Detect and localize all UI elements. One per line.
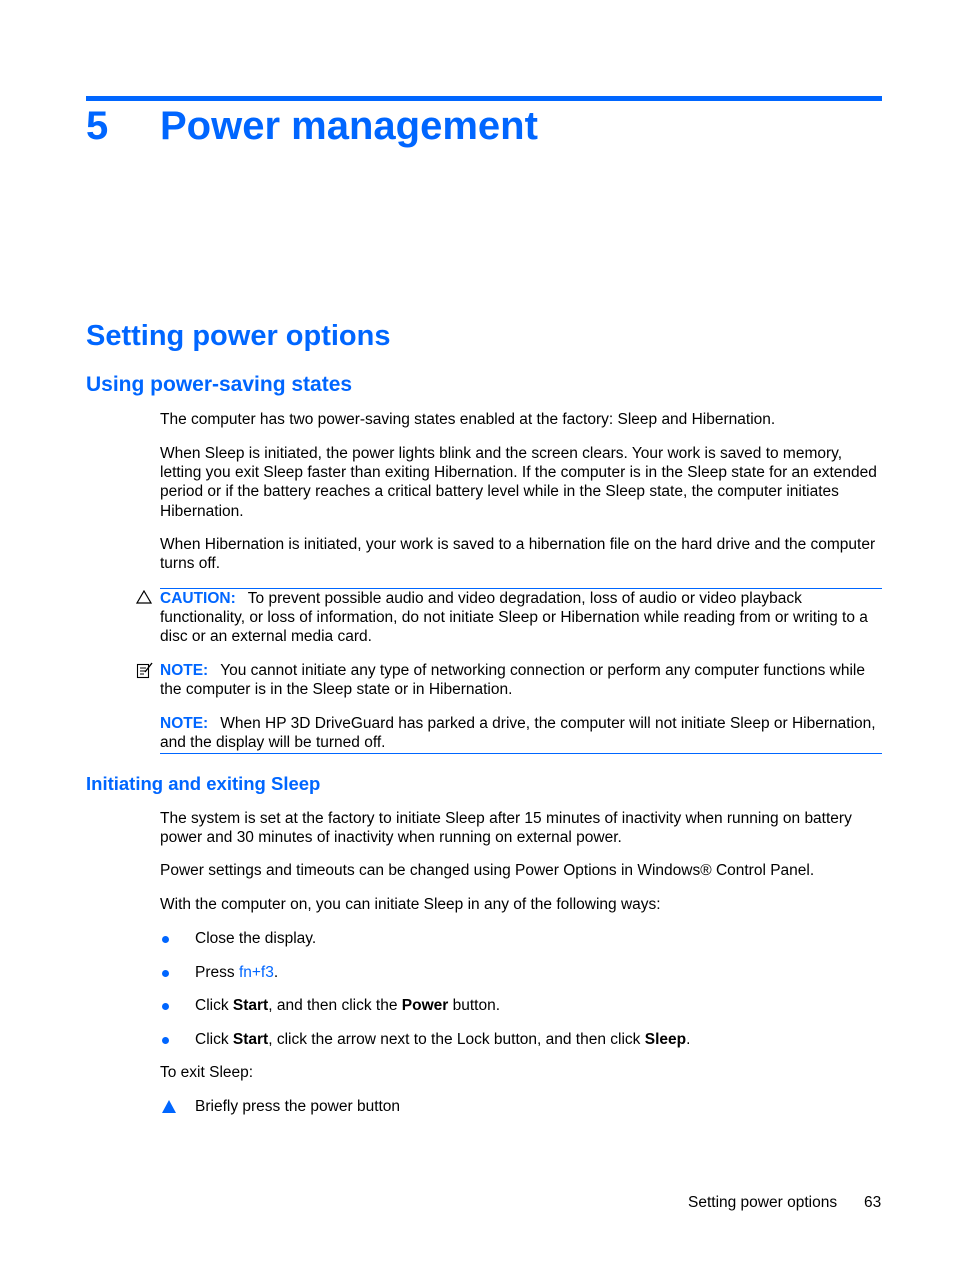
bullet-icon [162, 936, 169, 943]
bullet-icon [162, 1037, 169, 1044]
list-item-text: , click the arrow next to the Lock button, and then click [268, 1031, 645, 1048]
step-item: Briefly press the power button [195, 1098, 401, 1115]
list-item [195, 996, 500, 1015]
paragraph: The system is set at the factory to initiate Sleep after 15 minutes of inactivity when running on battery power and 30 minutes of inactivity when running on external power. [160, 810, 852, 847]
list-item-text: , and then click the [268, 997, 402, 1014]
caution-triangle-icon [136, 590, 152, 604]
note-label: NOTE: [160, 662, 209, 679]
list-item-text: Click [195, 1031, 233, 1048]
note-pad-icon [136, 661, 154, 679]
list-item: Close the display. [195, 930, 317, 947]
note-text: When HP 3D DriveGuard has parked a drive, the computer will not initiate Sleep or Hibernation, and the display will be turned off. [160, 715, 876, 752]
subsection-title-power-saving: Using power-saving states [86, 373, 353, 396]
paragraph: When Sleep is initiated, the power lights blink and the screen clears. Your work is saved to memory, letting you exit Sleep faster than exiting Hibernation. If the computer is in the Sleep state for an extended period or if the battery reaches a critical battery level while in the Sleep state, the computer initiates Hibernation. [160, 445, 877, 520]
paragraph: With the computer on, you can initiate Sleep in any of the following ways: [160, 896, 661, 913]
note-notice [160, 661, 882, 699]
chapter-number: 5 [86, 104, 109, 148]
note-text: You cannot initiate any type of networking connection or perform any computer functions while the computer is in the Sleep state or in Hibernation. [160, 662, 865, 699]
list-item-text: Click [195, 997, 233, 1014]
bullet-icon [162, 1003, 169, 1010]
footer-page-number: 63 [864, 1194, 882, 1211]
list-item-text: button. [448, 997, 501, 1014]
paragraph: To exit Sleep: [160, 1064, 254, 1081]
caution-text: To prevent possible audio and video degradation, loss of audio or video playback functionality, or loss of information, do not initiate Sleep or Hibernation while reading from or writing to a disc or an external media card. [160, 590, 868, 646]
list-item [195, 963, 278, 982]
bullet-icon [162, 970, 169, 977]
note-label: NOTE: [160, 715, 209, 732]
list-item [195, 1030, 690, 1049]
key-combo: fn+f3 [238, 964, 274, 981]
subsection-title-sleep: Initiating and exiting Sleep [86, 773, 321, 794]
ui-term: Start [232, 997, 269, 1014]
list-item-text: . [686, 1031, 691, 1048]
chapter-title: Power management [160, 104, 538, 148]
ui-term: Power [401, 997, 449, 1014]
caution-label: CAUTION: [160, 590, 236, 607]
paragraph: When Hibernation is initiated, your work is saved to a hibernation file on the hard drive and the computer turns off. [160, 536, 876, 573]
list-item-text: Press [195, 964, 239, 981]
paragraph: The computer has two power-saving states enabled at the factory: Sleep and Hibernation. [160, 411, 776, 428]
ui-term: Sleep [644, 1031, 687, 1048]
footer-section-name: Setting power options [688, 1194, 838, 1211]
ui-term: Start [232, 1031, 269, 1048]
caution-notice [160, 589, 882, 647]
section-title: Setting power options [86, 320, 391, 352]
note-notice [160, 714, 882, 752]
step-triangle-icon [162, 1100, 176, 1113]
paragraph: Power settings and timeouts can be changed using Power Options in Windows® Control Panel. [160, 862, 815, 879]
list-item-text: . [273, 964, 279, 981]
